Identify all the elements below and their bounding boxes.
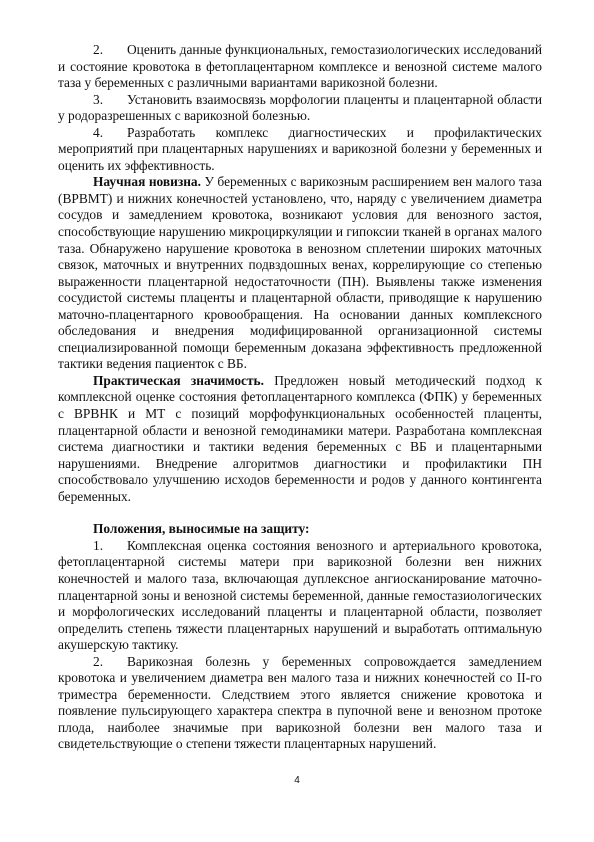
item-text: Оценить данные функциональных, гемостазиологических исследований и состояние кровотока в фетоплацентарном комплексе и венозной системе малого таза у беременных с различными вариантами варикозной болезни. (58, 42, 542, 91)
item-number: 3. (93, 91, 104, 107)
objective-item-3 (58, 92, 542, 125)
item-text: Комплексная оценка состояния венозного и артериального кровотока, фетоплацентарной системы матери при варикозной болезни вен нижних конечностей и малого таза, включающая дуплексное ангиосканирование маточно-плацентарной зоны и венозной системы беременной, данные гемостазиологических и морфологических исследований плаценты и плацентарной области, позволяет определить степень тяжести плацентарных нарушений и выработать оптимальную акушерскую тактику. (58, 537, 542, 653)
significance-label: Практическая значимость. (93, 372, 264, 388)
page-number: 4 (294, 775, 300, 786)
item-number: 4. (93, 124, 104, 140)
item-text: Установить взаимосвязь морфологии плаценты и плацентарной области у родоразрешенных с варикозной болезнью. (58, 91, 542, 124)
item-number: 1. (93, 537, 104, 553)
body-text (58, 42, 542, 753)
novelty-paragraph (58, 174, 542, 373)
defense-item-1 (58, 538, 542, 654)
item-number: 2. (93, 653, 104, 669)
objective-item-4 (58, 125, 542, 175)
objective-item-2 (58, 42, 542, 92)
defense-heading: Положения, выносимые на защиту: (93, 521, 310, 537)
item-number: 2. (93, 42, 104, 57)
item-text: Варикозная болезнь у беременных сопровождается замедлением кровотока и увеличением диаметра вен малого таза и нижних конечностей со II-го триместра беременности. Следствием этого является снижение кровотока и появление пульсирующего характера спектра в пупочной вене и венозном протоке плода, наиболее значимые при варикозной болезни вен малого таза и свидетельствующие о степени тяжести плацентарных нарушений. (58, 653, 542, 752)
item-text: Разработать комплекс диагностических и профилактических мероприятий при плацентарных нарушениях и варикозной болезни у беременных и оценить их эффективность. (58, 124, 542, 173)
significance-paragraph (58, 373, 542, 505)
section-gap (58, 505, 542, 521)
significance-text: Предложен новый методический подход к комплексной оценке состояния фетоплацентарного комплекса (ФПК) у беременных с ВРВНК и МТ с позиций морфофункциональных особенностей плаценты, плацентарной области и венозной гемодинамики матери. Разработана комплексная система диагностики и тактики ведения беременных с ВБ и плацентарными нарушениями. Внедрение алгоритмов диагностики и профилактики ПН способствовало улучшению исходов беременности и родов у данного контингента беременных. (58, 372, 542, 504)
novelty-text: У беременных с варикозным расширением вен малого таза (ВРВМТ) и нижних конечностей установлено, что, наряду с увеличением диаметра сосудов и замедлением кровотока, возникают условия для венозного застоя, способствующие нарушению микроциркуляции и гипоксии тканей в органах малого таза. Обнаружено нарушение кровотока в венозном сплетении широких маточных связок, маточных и внутренних подвздошных венах, коррелирующие со степенью выраженности плацентарной недостаточности (ПН). Выявлены также изменения сосудистой системы плаценты и плацентарной области, приводящие к нарушению маточно-плацентарного кровообращения. На основании данных комплексного обследования и внедрения модифицированной организационной системы специализированной помощи беременным доказана эффективность предложенной тактики ведения пациенток с ВБ. (58, 174, 542, 372)
defense-item-2 (58, 654, 542, 753)
novelty-label: Научная новизна. (93, 174, 201, 190)
